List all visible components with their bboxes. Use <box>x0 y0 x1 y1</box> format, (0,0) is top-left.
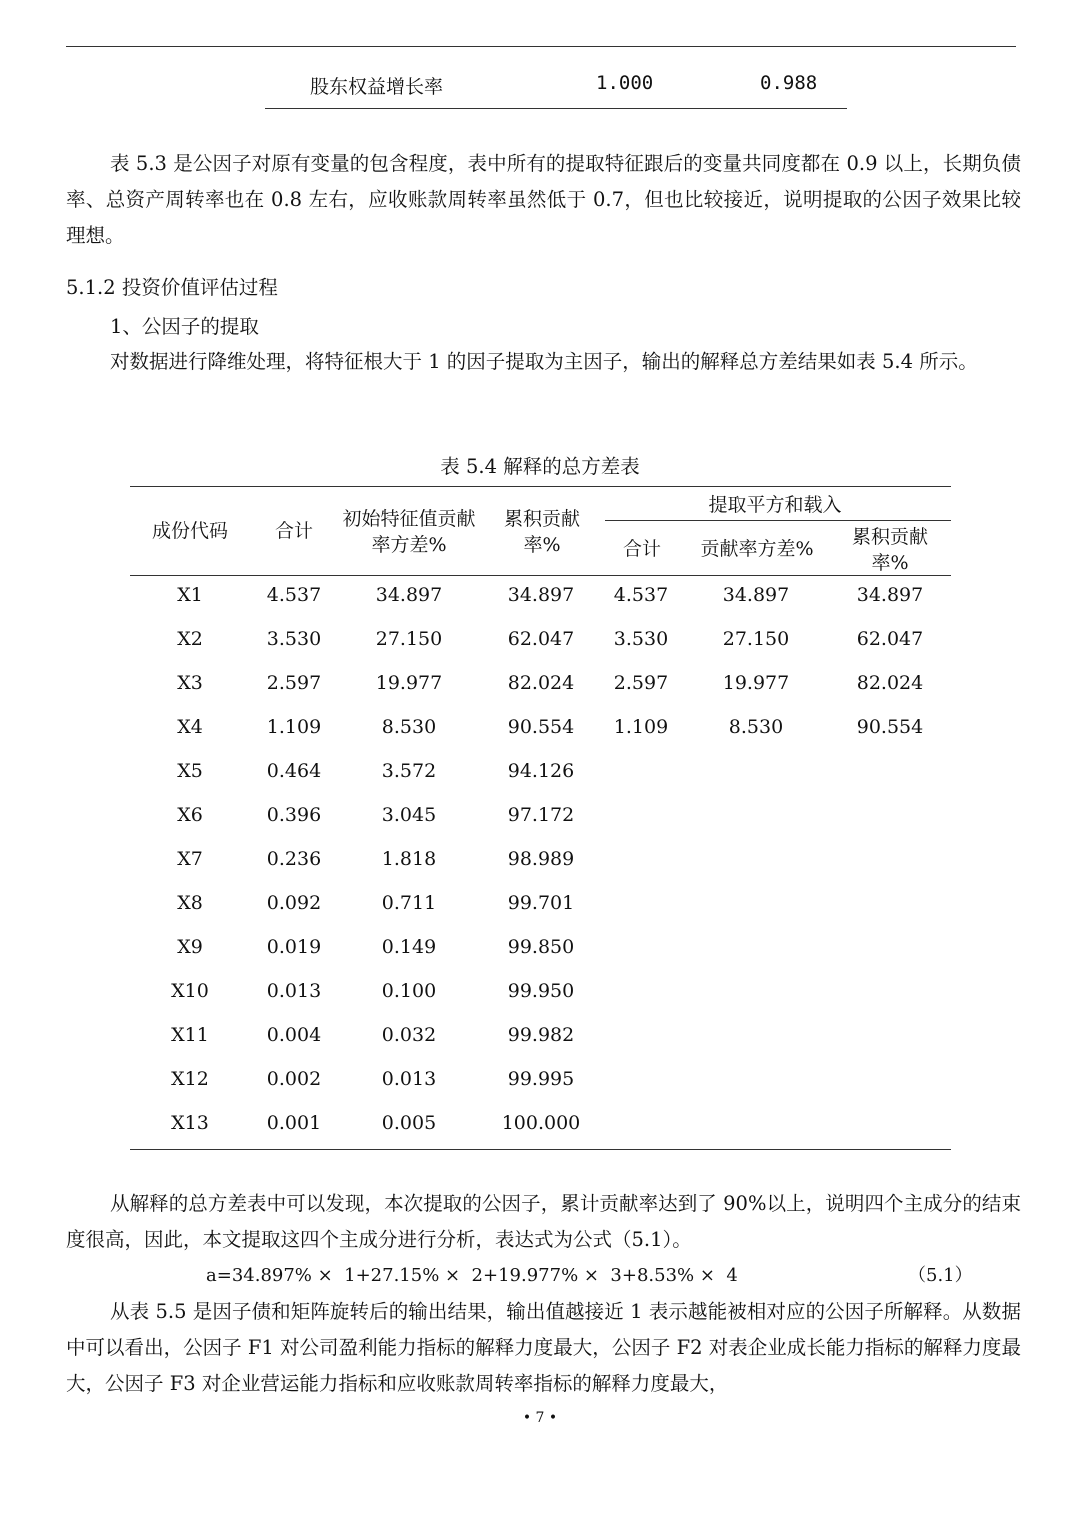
table-cell: 3.572 <box>381 760 437 782</box>
table-cell: 3.530 <box>613 628 669 650</box>
table-cell: 8.530 <box>728 716 784 738</box>
table-cell: 3.530 <box>266 628 322 650</box>
table-row-code: X2 <box>177 628 203 650</box>
table-row-code: X9 <box>177 936 203 958</box>
table-cell: 34.897 <box>375 584 443 606</box>
table-cell: 34.897 <box>507 584 575 606</box>
paragraph-3: 从解释的总方差表中可以发现，本次提取的公因子，累计贡献率达到了 90%以上，说明四个主成分的结束度很高，因此，本文提取这四个主成分进行分析，表达式为公式（5.1）。 <box>66 1192 1021 1251</box>
table-cell: 27.150 <box>375 628 443 650</box>
table-cell: 0.236 <box>266 848 322 870</box>
table-bottom-rule <box>130 1149 951 1150</box>
prev-table-bottom-rule <box>265 108 847 109</box>
table-cell: 90.554 <box>507 716 575 738</box>
table-cell: 99.995 <box>507 1068 575 1090</box>
table-cell: 0.711 <box>381 892 437 914</box>
table-cell: 82.024 <box>507 672 575 694</box>
table-row-code: X13 <box>171 1112 209 1134</box>
table-cell: 0.013 <box>381 1068 437 1090</box>
header-initial-variance: 初始特征值贡献率方差% <box>342 508 476 556</box>
table-row-code: X7 <box>177 848 203 870</box>
table-cell: 94.126 <box>507 760 575 782</box>
formula-5-1: a=34.897% × 1+27.15% × 2+19.977% × 3+8.53% × 4 <box>206 1265 738 1286</box>
table-cell: 4.537 <box>266 584 322 606</box>
header-extraction-variance: 贡献率方差% <box>700 538 814 560</box>
table-cell: 1.109 <box>266 716 322 738</box>
table-cell: 2.597 <box>613 672 669 694</box>
paragraph-1: 表 5.3 是公因子对原有变量的包含程度，表中所有的提取特征跟后的变量共同度都在 0.9 以上，长期负债率、总资产周转率也在 0.8 左右，应收账款周转率虽然低于 0.7，但也比较接近，说明提取的公因子效果比较理想。 <box>66 152 1021 247</box>
table-row-code: X10 <box>171 980 209 1002</box>
header-extraction-total: 合计 <box>622 538 661 560</box>
table-row-code: X8 <box>177 892 203 914</box>
table-caption: 表 5.4 解释的总方差表 <box>440 455 640 478</box>
table-cell: 0.013 <box>266 980 322 1002</box>
table-cell: 82.024 <box>856 672 924 694</box>
table-cell: 34.897 <box>722 584 790 606</box>
table-cell: 0.005 <box>381 1112 437 1134</box>
table-top-rule <box>130 486 951 487</box>
table-cell: 99.850 <box>507 936 575 958</box>
formula-number: （5.1） <box>908 1265 973 1286</box>
table-cell: 100.000 <box>501 1112 581 1134</box>
header-extraction-group: 提取平方和载入 <box>708 494 842 516</box>
table-cell: 34.897 <box>856 584 924 606</box>
table-cell: 90.554 <box>856 716 924 738</box>
table-cell: 27.150 <box>722 628 790 650</box>
table-cell: 0.464 <box>266 760 322 782</box>
table-cell: 0.032 <box>381 1024 437 1046</box>
table-cell: 2.597 <box>266 672 322 694</box>
table-row-code: X3 <box>177 672 203 694</box>
prev-table-row-value-1: 1.000 <box>596 72 654 94</box>
table-cell: 1.109 <box>613 716 669 738</box>
header-initial-cumulative: 累积贡献率% <box>503 508 580 556</box>
section-heading-5-1-2: 5.1.2 投资价值评估过程 <box>66 276 278 299</box>
table-cell: 8.530 <box>381 716 437 738</box>
table-cell: 97.172 <box>507 804 575 826</box>
subheading-factor-extraction: 1、公因子的提取 <box>110 315 259 338</box>
paragraph-4: 从表 5.5 是因子债和矩阵旋转后的输出结果，输出值越接近 1 表示越能被相对应的公因子所解释。从数据中可以看出，公因子 F1 对公司盈利能力指标的解释力度最大，公因子 F2 对表企业成长能力指标的解释力度最大，公因子 F3 对企业营运能力指标和应收账款周转率指标的解释力度最大， <box>66 1300 1021 1395</box>
table-cell: 0.002 <box>266 1068 322 1090</box>
table-row-code: X6 <box>177 804 203 826</box>
table-cell: 0.149 <box>381 936 437 958</box>
table-cell: 99.701 <box>507 892 575 914</box>
prev-table-row-value-2: 0.988 <box>760 72 818 94</box>
header-total: 合计 <box>274 520 313 542</box>
table-cell: 0.001 <box>266 1112 322 1134</box>
header-extraction-cumulative: 累积贡献率% <box>851 526 928 574</box>
table-cell: 19.977 <box>375 672 443 694</box>
header-rule <box>66 46 1016 47</box>
table-cell: 19.977 <box>722 672 790 694</box>
table-cell: 1.818 <box>381 848 437 870</box>
table-cell: 4.537 <box>613 584 669 606</box>
table-cell: 99.950 <box>507 980 575 1002</box>
paragraph-2: 对数据进行降维处理，将特征根大于 1 的因子提取为主因子，输出的解释总方差结果如表 5.4 所示。 <box>110 350 978 373</box>
table-cell: 99.982 <box>507 1024 575 1046</box>
table-cell: 0.019 <box>266 936 322 958</box>
table-cell: 0.100 <box>381 980 437 1002</box>
table-row-code: X12 <box>171 1068 209 1090</box>
table-row-code: X4 <box>177 716 203 738</box>
table-cell: 62.047 <box>507 628 575 650</box>
prev-table-row-name: 股东权益增长率 <box>310 76 444 98</box>
table-cell: 0.396 <box>266 804 322 826</box>
table-cell: 62.047 <box>856 628 924 650</box>
table-cell: 0.004 <box>266 1024 322 1046</box>
table-cell: 98.989 <box>507 848 575 870</box>
table-cell: 0.092 <box>266 892 322 914</box>
table-row-code: X1 <box>177 584 203 606</box>
table-row-code: X11 <box>171 1024 209 1046</box>
table-cell: 3.045 <box>381 804 437 826</box>
table-row-code: X5 <box>177 760 203 782</box>
table-header-rule <box>130 575 951 576</box>
table-group-rule <box>605 520 951 521</box>
page-number: • 7 • <box>522 1410 558 1426</box>
header-code: 成份代码 <box>151 520 228 542</box>
